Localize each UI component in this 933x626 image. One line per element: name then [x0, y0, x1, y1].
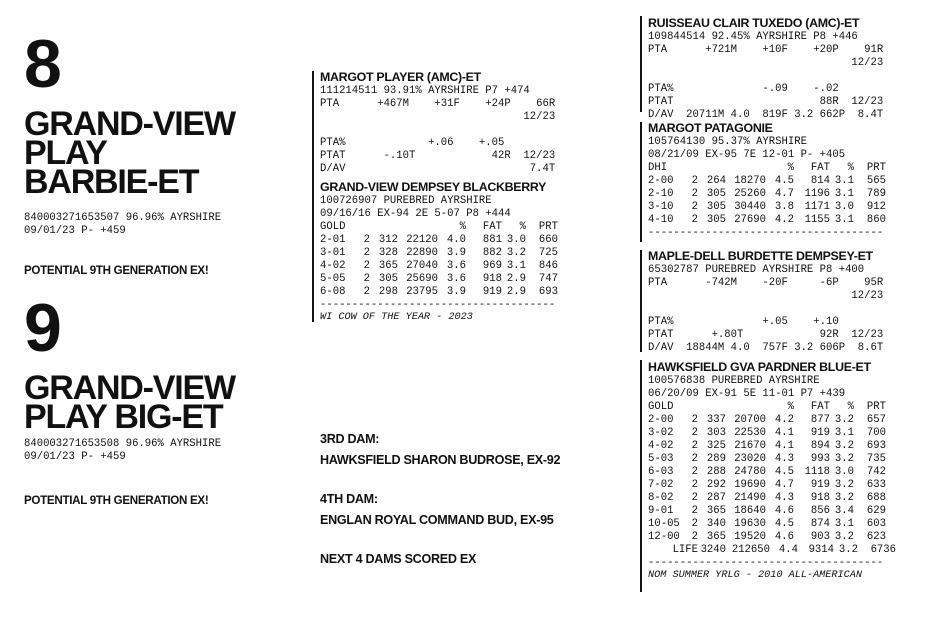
record-cell: 3.6 [446, 260, 466, 272]
record-cell: 1196 [804, 188, 830, 200]
record-cell: 4.3 [774, 453, 794, 465]
sire-info-line: PTA +467M +31F +24P 66R [320, 98, 556, 110]
records-header-cell: % [459, 221, 466, 233]
record-cell: 3-10 [648, 201, 674, 213]
sire-block [320, 70, 555, 176]
records-header-cell: GOLD [320, 221, 346, 233]
record-cell: 5-03 [648, 453, 674, 465]
record-cell: 4.5 [774, 175, 794, 187]
record-cell: 877 [810, 414, 830, 426]
record-cell: 3.9 [446, 247, 466, 259]
dam-dam-block [648, 360, 906, 581]
record-cell: 3.0 [834, 466, 854, 478]
record-cell: 4.6 [774, 531, 794, 543]
dam-info-line: 09/16/16 EX-94 2E 5-07 P8 +444 [320, 208, 511, 220]
record-cell: 725 [538, 247, 558, 259]
sire-sire-info-line: 12/23 [648, 57, 884, 69]
record-cell: 4-10 [648, 214, 674, 226]
life-record-cell: 3240 [700, 544, 726, 556]
record-cell: 4.5 [774, 466, 794, 478]
record-cell: 4.5 [774, 518, 794, 530]
record-cell: 3.2 [834, 479, 854, 491]
record-cell: 2 [691, 466, 698, 478]
record-cell: 365 [706, 531, 726, 543]
dam-dam-info-line: 06/20/09 EX-91 5E 11-01 P7 +439 [648, 388, 846, 400]
records-header-cell [698, 401, 726, 414]
dam-dam-records-rule: ------------------------------------- [648, 557, 884, 569]
record-cell: 918 [482, 273, 502, 285]
animal-name-line: GRAND-VIEW [24, 105, 235, 143]
record-cell: 21670 [734, 440, 766, 452]
record-cell: 328 [378, 247, 398, 259]
record-cell: 565 [866, 175, 886, 187]
record-cell: 3.1 [834, 175, 854, 187]
record-cell: 3.2 [834, 531, 854, 543]
record-cell: 3-01 [320, 247, 346, 259]
record-cell: 860 [866, 214, 886, 226]
record-cell: 918 [810, 492, 830, 504]
records-header-cell: PRT [866, 162, 886, 174]
sire-dam-name: MARGOT PATAGONIE [648, 121, 773, 135]
record-cell: 4.7 [774, 188, 794, 200]
next-dams-note: NEXT 4 DAMS SCORED EX [320, 552, 477, 566]
record-cell: 2 [691, 531, 698, 543]
dam-footnote: WI COW OF THE YEAR - 2023 [320, 312, 473, 323]
record-cell: 2 [691, 201, 698, 213]
animal-name-line: PLAY BIG-ET [24, 398, 223, 436]
sire-sire-info-line: D/AV 20711M 4.0 819F 3.2 662P 8.4T [648, 109, 884, 121]
dam-sire-info-line: PTA% +.05 +.10 [648, 316, 839, 328]
record-cell: 881 [482, 234, 502, 246]
dam-sire-name: MAPLE-DELL BURDETTE DEMPSEY-ET [648, 249, 873, 263]
record-cell: 287 [706, 492, 726, 504]
record-cell: 5-05 [320, 273, 346, 285]
records-header-cell [726, 401, 766, 414]
sire-info-line: PTAT -.10T 42R 12/23 [320, 150, 556, 162]
record-cell: 814 [810, 175, 830, 187]
record-cell: 693 [538, 286, 558, 298]
record-cell: 3.9 [446, 286, 466, 298]
record-cell: 700 [866, 427, 886, 439]
record-cell: 3.2 [834, 453, 854, 465]
records-header-cell: GOLD [648, 401, 674, 413]
record-cell: 912 [866, 201, 886, 213]
dam-sire-info-line: D/AV 18844M 4.0 757F 3.2 606P 8.6T [648, 342, 884, 354]
record-cell: 288 [706, 466, 726, 478]
lot-9-animal-name [24, 369, 235, 436]
sire-sire-bracket-line [640, 16, 642, 112]
sire-dam-bracket-line [640, 122, 642, 242]
dam-dam-bracket-line [640, 360, 642, 592]
lot-8-note: POTENTIAL 9TH GENERATION EX! [24, 264, 209, 277]
sire-dam-info-line: 08/21/09 EX-95 7E 12-01 P- +405 [648, 149, 846, 161]
record-cell: 24780 [734, 466, 766, 478]
record-cell: 6-08 [320, 286, 346, 298]
records-header-cell: % [787, 162, 794, 174]
third-dam-name: HAWKSFIELD SHARON BUDROSE, EX-92 [320, 453, 561, 467]
records-header-cell [356, 221, 370, 234]
record-cell: 30440 [734, 201, 766, 213]
record-cell: 3.4 [834, 505, 854, 517]
records-header-cell: DHI [648, 162, 668, 174]
record-cell: 22890 [406, 247, 438, 259]
dam-records-rule: ------------------------------------- [320, 299, 556, 311]
record-cell: 3.8 [774, 201, 794, 213]
sire-info-line: 12/23 [320, 111, 556, 123]
dam-block [320, 180, 578, 323]
record-cell: 7-02 [648, 479, 674, 491]
sire-sire-info-line: PTAT 88R 12/23 [648, 96, 884, 108]
animal-name-line: PLAY [24, 134, 107, 172]
record-cell: 3.2 [506, 247, 526, 259]
record-cell: 264 [706, 175, 726, 187]
record-cell: 3.0 [506, 234, 526, 246]
record-cell: 289 [706, 453, 726, 465]
record-cell: 4.2 [774, 214, 794, 226]
dam-dam-records-table [648, 401, 906, 544]
record-cell: 19520 [734, 531, 766, 543]
record-cell: 603 [866, 518, 886, 530]
record-cell: 20700 [734, 414, 766, 426]
record-cell: 340 [706, 518, 726, 530]
records-header-cell: % [847, 401, 854, 413]
record-cell: 303 [706, 427, 726, 439]
record-cell: 19690 [734, 479, 766, 491]
record-cell: 2 [691, 492, 698, 504]
record-cell: 846 [538, 260, 558, 272]
record-cell: 2 [363, 286, 370, 298]
record-cell: 3.2 [834, 492, 854, 504]
records-header-cell [370, 221, 398, 234]
sire-bracket-line [312, 71, 314, 195]
record-cell: 4.0 [446, 234, 466, 246]
record-cell: 1118 [804, 466, 830, 478]
record-cell: 305 [706, 201, 726, 213]
record-cell: 3.1 [834, 188, 854, 200]
records-header-cell [684, 401, 698, 414]
record-cell: 21490 [734, 492, 766, 504]
dam-sire-info-line: PTA -742M -20F -6P 95R [648, 277, 884, 289]
lot-9-note: POTENTIAL 9TH GENERATION EX! [24, 494, 209, 507]
record-cell: 4.6 [774, 505, 794, 517]
record-cell: 2 [691, 440, 698, 452]
records-header-cell: FAT [810, 162, 830, 174]
record-cell: 2-00 [648, 414, 674, 426]
sire-dam-info-line: 105764130 95.37% AYRSHIRE [648, 136, 807, 148]
records-header-cell [398, 221, 438, 234]
sire-dam-records-table [648, 162, 906, 227]
record-cell: 623 [866, 531, 886, 543]
record-cell: 312 [378, 234, 398, 246]
record-cell: 789 [866, 188, 886, 200]
records-header-cell: PRT [538, 221, 558, 233]
records-header-cell [726, 162, 766, 175]
record-cell: 25260 [734, 188, 766, 200]
record-cell: 688 [866, 492, 886, 504]
record-cell: 969 [482, 260, 502, 272]
record-cell: 3-02 [648, 427, 674, 439]
sire-dam-block [648, 121, 906, 240]
dam-dam-info-line: 100576838 PUREBRED AYRSHIRE [648, 375, 820, 387]
record-cell: 23020 [734, 453, 766, 465]
record-cell: 629 [866, 505, 886, 517]
record-cell: 856 [810, 505, 830, 517]
lot-8-animal-name [24, 105, 235, 201]
record-cell: 365 [706, 505, 726, 517]
record-cell: 882 [482, 247, 502, 259]
dam-dam-life-row [648, 544, 906, 557]
record-cell: 3.6 [446, 273, 466, 285]
record-cell: 18270 [734, 175, 766, 187]
sire-sire-info-line: 109844514 92.45% AYRSHIRE P8 +446 [648, 31, 858, 43]
record-cell: 4.3 [774, 492, 794, 504]
record-cell: 2 [691, 175, 698, 187]
record-cell: 2 [363, 234, 370, 246]
sire-info-line: PTA% +.06 +.05 [320, 137, 505, 149]
record-cell: 2 [363, 273, 370, 285]
record-cell: 3.1 [834, 214, 854, 226]
record-cell: 3.1 [834, 427, 854, 439]
lot-8-registration: 840003271653507 96.96% AYRSHIRE [24, 212, 222, 224]
record-cell: 2-00 [648, 175, 674, 187]
record-cell: 2.9 [506, 286, 526, 298]
record-cell: 6-03 [648, 466, 674, 478]
record-cell: 9-01 [648, 505, 674, 517]
record-cell: 894 [810, 440, 830, 452]
dam-sire-bracket-line [640, 250, 642, 352]
records-header-cell: % [519, 221, 526, 233]
dam-sire-info-line: 12/23 [648, 290, 884, 302]
record-cell: 27040 [406, 260, 438, 272]
record-cell: 742 [866, 466, 886, 478]
record-cell: 2 [691, 518, 698, 530]
dam-sire-info-line [648, 303, 883, 316]
animal-name-line: BARBIE-ET [24, 163, 199, 201]
record-cell: 3.2 [834, 414, 854, 426]
lot-8-birthdate: 09/01/23 P- +459 [24, 225, 126, 237]
record-cell: 919 [810, 479, 830, 491]
record-cell: 919 [482, 286, 502, 298]
sire-sire-info-line [648, 70, 883, 83]
record-cell: 2 [691, 453, 698, 465]
sire-info-line [320, 124, 555, 137]
dam-name: GRAND-VIEW DEMPSEY BLACKBERRY [320, 180, 547, 194]
sire-sire-info-line: PTA +721M +10F +20P 91R [648, 44, 884, 56]
dam-sire-info-line: 65302787 PUREBRED AYRSHIRE P8 +400 [648, 264, 865, 276]
lot-9-birthdate: 09/01/23 P- +459 [24, 451, 126, 463]
record-cell: 657 [866, 414, 886, 426]
record-cell: 2 [691, 427, 698, 439]
dam-sire-block [648, 249, 883, 355]
record-cell: 25690 [406, 273, 438, 285]
fourth-dam-label: 4TH DAM: [320, 492, 378, 506]
record-cell: 4-02 [648, 440, 674, 452]
record-cell: 8-02 [648, 492, 674, 504]
record-cell: 12-00 [648, 531, 680, 543]
record-cell: 919 [810, 427, 830, 439]
life-record-cell: 9314 [808, 544, 834, 556]
record-cell: 1155 [804, 214, 830, 226]
lot-number-8: 8 [24, 26, 60, 102]
record-cell: 298 [378, 286, 398, 298]
record-cell: 2 [363, 260, 370, 272]
record-cell: 660 [538, 234, 558, 246]
life-record-cell: LIFE [672, 544, 698, 556]
record-cell: 993 [810, 453, 830, 465]
sire-sire-name: RUISSEAU CLAIR TUXEDO (AMC)-ET [648, 16, 860, 30]
record-cell: 305 [706, 188, 726, 200]
record-cell: 292 [706, 479, 726, 491]
records-header-cell: % [847, 162, 854, 174]
animal-name-line: GRAND-VIEW [24, 369, 235, 407]
records-header-cell: FAT [810, 401, 830, 413]
dam-info-line: 100726907 PUREBRED AYRSHIRE [320, 195, 492, 207]
lot-9-registration: 840003271653508 96.96% AYRSHIRE [24, 438, 222, 450]
record-cell: 903 [810, 531, 830, 543]
life-record-cell: 212650 [731, 544, 770, 556]
fourth-dam-name: ENGLAN ROYAL COMMAND BUD, EX-95 [320, 513, 554, 527]
record-cell: 2 [691, 214, 698, 226]
dam-sire-info-line: PTAT +.80T 92R 12/23 [648, 329, 884, 341]
record-cell: 27690 [734, 214, 766, 226]
record-cell: 4.1 [774, 427, 794, 439]
record-cell: 19630 [734, 518, 766, 530]
record-cell: 305 [378, 273, 398, 285]
sire-dam-records-rule: ------------------------------------- [648, 227, 884, 239]
record-cell: 693 [866, 440, 886, 452]
record-cell: 2 [691, 188, 698, 200]
record-cell: 2 [691, 479, 698, 491]
record-cell: 2-10 [648, 188, 674, 200]
record-cell: 4-02 [320, 260, 346, 272]
record-cell: 4.1 [774, 440, 794, 452]
life-record-cell: 6736 [870, 544, 896, 556]
record-cell: 22530 [734, 427, 766, 439]
records-header-cell [698, 162, 726, 175]
record-cell: 10-05 [648, 518, 680, 530]
record-cell: 2.9 [506, 273, 526, 285]
records-header-cell: PRT [866, 401, 886, 413]
records-header-cell: % [787, 401, 794, 413]
sire-name: MARGOT PLAYER (AMC)-ET [320, 70, 481, 84]
records-header-cell [684, 162, 698, 175]
record-cell: 18640 [734, 505, 766, 517]
record-cell: 3.1 [834, 518, 854, 530]
lot-number-9: 9 [24, 290, 60, 366]
life-record-cell: 3.2 [838, 544, 858, 556]
record-cell: 2 [691, 414, 698, 426]
records-header-cell: FAT [482, 221, 502, 233]
record-cell: 633 [866, 479, 886, 491]
dam-dam-footnote: NOM SUMMER YRLG - 2010 ALL-AMERICAN [648, 570, 862, 581]
record-cell: 3.0 [834, 201, 854, 213]
record-cell: 4.2 [774, 414, 794, 426]
sire-info-line: D/AV 7.4T [320, 163, 556, 175]
record-cell: 337 [706, 414, 726, 426]
life-record-cell: 4.4 [778, 544, 798, 556]
record-cell: 3.1 [506, 260, 526, 272]
record-cell: 22120 [406, 234, 438, 246]
record-cell: 305 [706, 214, 726, 226]
dam-bracket-line [312, 180, 314, 322]
record-cell: 874 [810, 518, 830, 530]
record-cell: 747 [538, 273, 558, 285]
sire-sire-block [648, 16, 883, 122]
dam-dam-name: HAWKSFIELD GVA PARDNER BLUE-ET [648, 360, 871, 374]
record-cell: 2 [691, 505, 698, 517]
sire-info-line: 111214511 93.91% AYRSHIRE P7 +474 [320, 85, 530, 97]
dam-records-table [320, 221, 578, 299]
record-cell: 365 [378, 260, 398, 272]
record-cell: 4.7 [774, 479, 794, 491]
record-cell: 2 [363, 247, 370, 259]
record-cell: 325 [706, 440, 726, 452]
record-cell: 23795 [406, 286, 438, 298]
third-dam-label: 3RD DAM: [320, 432, 380, 446]
record-cell: 735 [866, 453, 886, 465]
record-cell: 1171 [804, 201, 830, 213]
record-cell: 2-01 [320, 234, 346, 246]
sire-sire-info-line: PTA% -.09 -.02 [648, 83, 839, 95]
record-cell: 3.2 [834, 440, 854, 452]
